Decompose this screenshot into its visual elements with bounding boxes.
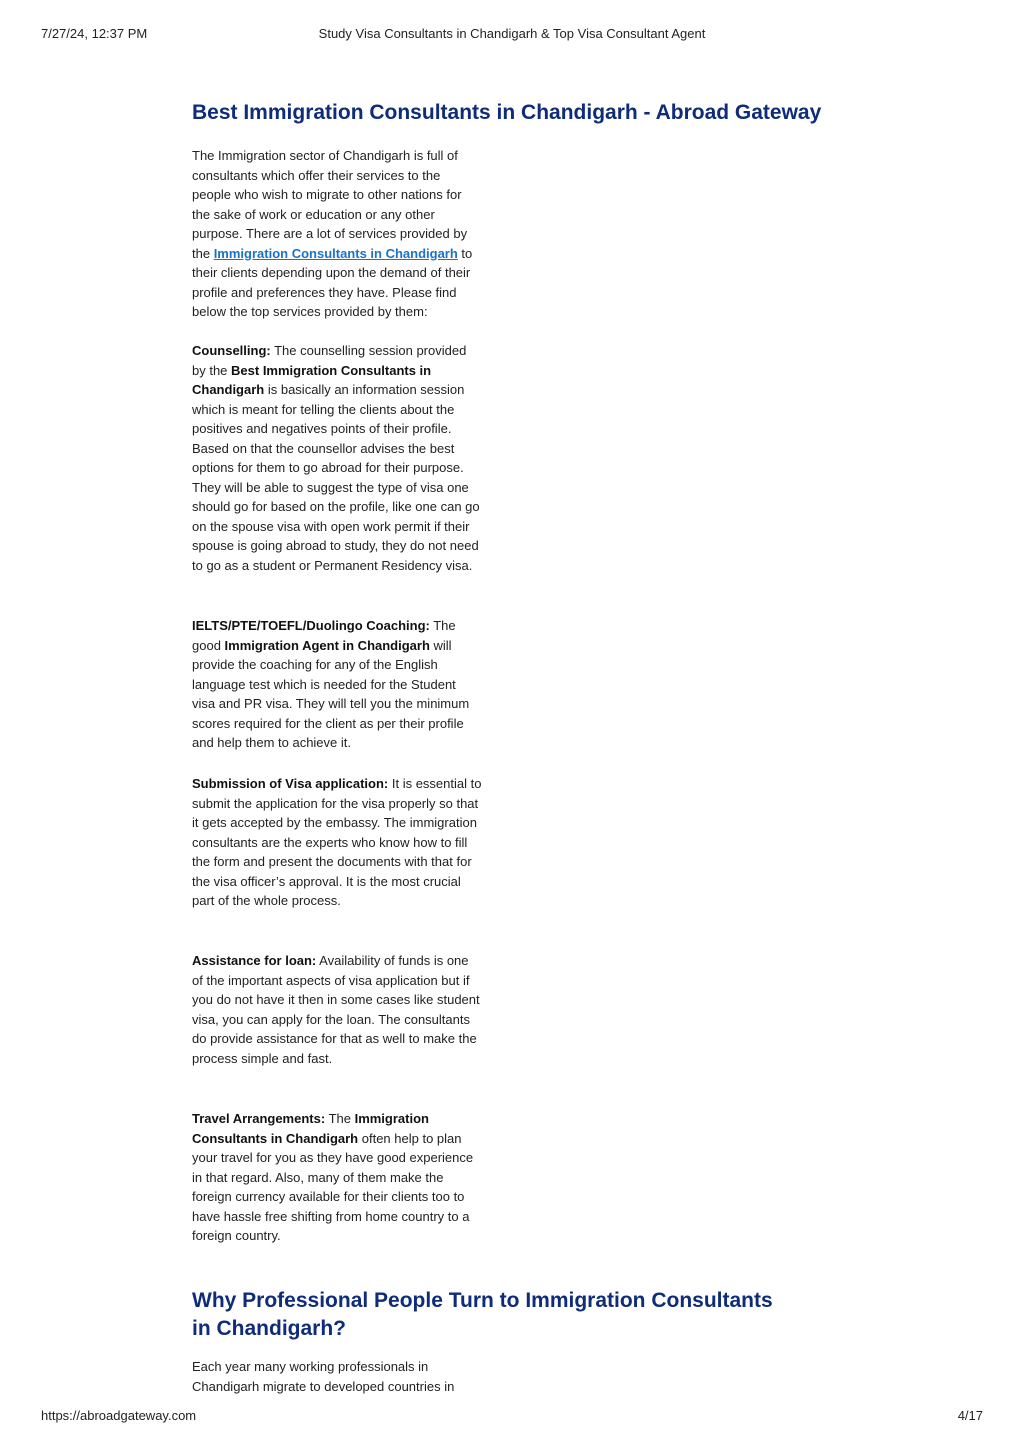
intro-text-end: to their clients depending upon the demand of their profile and preferences they have. Please find below the top services provided by them: bbox=[192, 245, 473, 319]
coaching-text-1: The good bbox=[192, 618, 456, 653]
print-page-number: 4/17 bbox=[957, 1408, 983, 1423]
travel-label: Travel Arrangements: bbox=[192, 1111, 326, 1126]
loan-label: Assistance for loan: bbox=[192, 953, 317, 968]
coaching-label: IELTS/PTE/TOEFL/Duolingo Coaching: bbox=[192, 618, 430, 633]
print-page-title: Study Visa Consultants in Chandigarh & Top Visa Consultant Agent bbox=[318, 26, 706, 41]
intro-paragraph bbox=[192, 132, 482, 322]
submission-label: Submission of Visa application: bbox=[192, 776, 389, 791]
loan-paragraph bbox=[192, 951, 482, 1068]
counselling-text-2: is basically an information session which is meant for telling the clients about the positives and negatives points of their profile. Based on that the counsellor advises the best options for them to go abroad for their purpose. They will be able to suggest the type of visa one should go for based on the profile, like one can go on the spouse visa with open work permit if their spouse is going abroad to study, they do not need to go as a student or Permanent Residency visa. bbox=[192, 382, 480, 573]
immigration-consultants-link[interactable]: Immigration Consultants in Chandigarh bbox=[213, 245, 458, 261]
counselling-text-1: The counselling session provided by the bbox=[192, 343, 467, 378]
counselling-bold-phrase: Best Immigration Consultants in Chandigarh bbox=[192, 362, 432, 397]
closing-text: Each year many working professionals in Chandigarh migrate to developed countries in bbox=[192, 1359, 455, 1394]
counselling-label: Counselling: bbox=[192, 343, 271, 358]
counselling-paragraph bbox=[192, 341, 482, 575]
print-datetime: 7/27/24, 12:37 PM bbox=[41, 26, 148, 41]
closing-paragraph bbox=[192, 1357, 482, 1396]
article-heading-secondary: Why Professional People Turn to Immigration Consultants in Chandigarh? bbox=[192, 1289, 773, 1340]
travel-text-2: often help to plan your travel for you as they have good experience in that regard. Also, many of them make the foreign currency available for their clients too to have hassle free shifting from home country to a foreign country. bbox=[192, 1130, 474, 1243]
travel-paragraph bbox=[192, 1109, 482, 1246]
intro-text-start: The Immigration sector of Chandigarh is full of consultants which offer their services to the people who wish to migrate to other nations for the sake of work or education or any other purpose. There are a lot of services provided by the bbox=[192, 148, 468, 261]
print-footer-url: https://abroadgateway.com bbox=[41, 1408, 197, 1423]
submission-text: It is essential to submit the application for the visa properly so that it gets accepted by the embassy. The immigration consultants are the experts who know how to fill the form and present the documents with that for the visa officer’s approval. It is the most crucial part of the whole process. bbox=[192, 776, 482, 908]
coaching-bold-phrase: Immigration Agent in Chandigarh bbox=[224, 637, 430, 653]
travel-text-1: The bbox=[325, 1111, 355, 1126]
submission-paragraph bbox=[192, 774, 482, 911]
loan-text: Availability of funds is one of the important aspects of visa application but if you do not have it then in some cases like student visa, you can apply for the loan. The consultants do provide assistance for that as well to make the process simple and fast. bbox=[192, 953, 480, 1066]
coaching-paragraph bbox=[192, 616, 482, 753]
coaching-text-2: will provide the coaching for any of the English language test which is needed for the Student visa and PR visa. They will tell you the minimum scores required for the client as per their profile and help them to achieve it. bbox=[192, 637, 470, 750]
article-heading-main: Best Immigration Consultants in Chandigarh - Abroad Gateway bbox=[192, 101, 822, 124]
travel-bold-phrase: Immigration Consultants in Chandigarh bbox=[192, 1111, 429, 1146]
